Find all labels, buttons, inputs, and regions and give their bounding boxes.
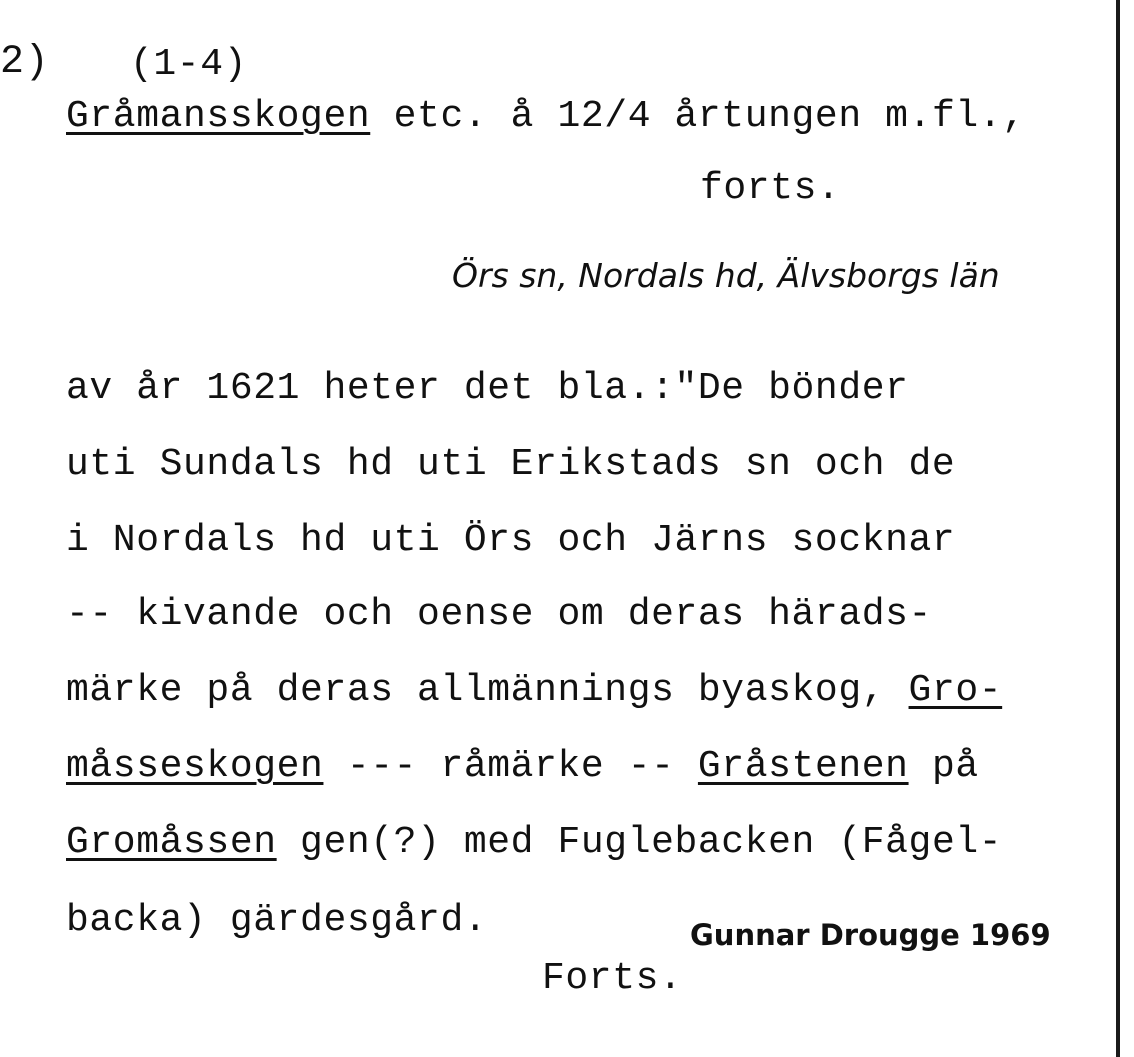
card-range: (1-4) <box>130 43 248 86</box>
place-name-masseskogen: måsseskogen <box>66 745 324 788</box>
body-line-3: i Nordals hd uti Örs och Järns socknar <box>66 519 956 562</box>
place-name-gro: Gro- <box>908 669 1003 712</box>
heading-continued: forts. <box>700 167 841 210</box>
body-line-7 <box>66 822 1002 864</box>
place-name-grastenen: Gråstenen <box>697 745 909 788</box>
body-line-2: uti Sundals hd uti Erikstads sn och de <box>66 443 956 486</box>
heading-place-name: Gråmansskogen <box>66 95 371 138</box>
card-heading <box>66 96 1026 138</box>
card-number: 2) <box>0 40 50 85</box>
body-line-4: -- kivande och oense om deras härads- <box>66 593 932 636</box>
body-line-6-end: på <box>908 745 979 788</box>
body-line-5 <box>66 670 1002 712</box>
body-line-6 <box>66 746 979 788</box>
footer-continued: Forts. <box>542 957 683 1000</box>
card-right-edge <box>1116 0 1120 1057</box>
signature-stamp: Gunnar Drougge 1969 <box>690 918 1051 952</box>
body-line-5-text: märke på deras allmännings byaskog, <box>66 669 909 712</box>
body-line-8: backa) gärdesgård. <box>66 899 488 942</box>
body-line-6-text: --- råmärke -- <box>323 745 698 788</box>
location-stamp: Örs sn, Nordals hd, Älvsborgs län <box>452 256 1000 295</box>
place-name-gromassen: Gromåssen <box>66 821 277 864</box>
heading-rest: etc. å 12/4 årtungen m.fl., <box>370 95 1026 138</box>
body-line-7-text: gen(?) med Fuglebacken (Fågel- <box>276 821 1003 864</box>
body-line-1: av år 1621 heter det bla.:"De bönder <box>66 367 909 410</box>
